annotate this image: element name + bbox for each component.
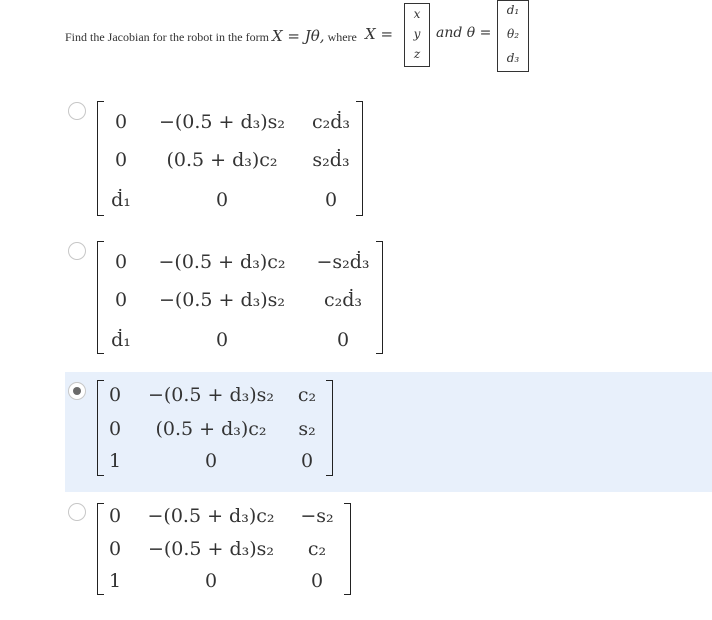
xdot-y: y	[413, 27, 421, 41]
m4-r1c3: −s₂	[300, 505, 334, 527]
m3-r3c2: 0	[204, 450, 218, 472]
xdot-label: X =	[365, 25, 394, 43]
question-form: X = Jθ,	[271, 27, 325, 45]
m4-r2c2: −(0.5 + d₃)s₂	[147, 538, 275, 560]
m1-r1c2: −(0.5 + d₃)s₂	[158, 111, 286, 133]
m2-r2c2: −(0.5 + d₃)s₂	[158, 289, 286, 311]
m4-r1c1: 0	[108, 505, 122, 527]
question-where: where	[327, 30, 357, 44]
m1-r2c2: (0.5 + d₃)c₂	[166, 149, 278, 171]
m4-r3c1: 1	[108, 570, 122, 592]
m3-r2c1: 0	[108, 418, 122, 440]
m1-r1c3: c₂ḋ₃	[311, 111, 351, 133]
m3-r2c3: s₂	[298, 418, 316, 440]
thetadot-theta2: θ₂	[506, 27, 520, 41]
question-text	[65, 27, 357, 45]
option-2-radio[interactable]	[68, 242, 86, 260]
xdot-z: z	[413, 47, 421, 61]
m2-r1c2: −(0.5 + d₃)c₂	[158, 251, 286, 273]
m2-r3c1: ḋ₁	[111, 329, 131, 351]
m1-r1c1: 0	[114, 111, 128, 133]
option-4-radio[interactable]	[68, 503, 86, 521]
thetadot-d1: d₁	[506, 3, 520, 17]
thetadot-d3: d₃	[506, 51, 520, 65]
m1-r2c1: 0	[114, 149, 128, 171]
answer-option-1[interactable]	[65, 95, 712, 217]
answer-option-4[interactable]	[65, 497, 712, 607]
m2-r1c3: −s₂ḋ₃	[316, 251, 370, 273]
option-3-matrix	[97, 380, 333, 476]
m1-r2c3: s₂ḋ₃	[312, 149, 350, 171]
m3-r2c2: (0.5 + d₃)c₂	[155, 418, 267, 440]
option-1-radio[interactable]	[68, 102, 86, 120]
m1-r3c3: 0	[324, 189, 338, 211]
m2-r3c3: 0	[336, 329, 350, 351]
m3-r3c3: 0	[300, 450, 314, 472]
m2-r2c3: c₂ḋ₃	[323, 289, 363, 311]
answer-option-3[interactable]	[65, 372, 712, 492]
m4-r2c1: 0	[108, 538, 122, 560]
m4-r1c2: −(0.5 + d₃)c₂	[147, 505, 275, 527]
m3-r3c1: 1	[108, 450, 122, 472]
m3-r1c3: c₂	[297, 384, 317, 406]
m1-r3c1: ḋ₁	[111, 189, 131, 211]
m1-r3c2: 0	[215, 189, 229, 211]
option-1-matrix	[97, 101, 363, 216]
option-2-matrix	[97, 241, 383, 354]
m3-r1c2: −(0.5 + d₃)s₂	[147, 384, 275, 406]
option-4-matrix	[97, 503, 351, 595]
m4-r3c3: 0	[310, 570, 324, 592]
m3-r1c1: 0	[108, 384, 122, 406]
m4-r3c2: 0	[204, 570, 218, 592]
question-prompt	[0, 0, 712, 80]
question-prefix: Find the Jacobian for the robot in the form	[65, 30, 269, 44]
thetadot-label: and θ =	[436, 25, 492, 41]
xdot-vector	[404, 3, 430, 67]
m4-r2c3: c₂	[307, 538, 327, 560]
m2-r2c1: 0	[114, 289, 128, 311]
option-3-radio[interactable]	[68, 382, 86, 400]
m2-r1c1: 0	[114, 251, 128, 273]
answer-option-2[interactable]	[65, 235, 712, 357]
xdot-x: x	[413, 7, 421, 21]
m2-r3c2: 0	[215, 329, 229, 351]
thetadot-vector	[497, 0, 529, 72]
